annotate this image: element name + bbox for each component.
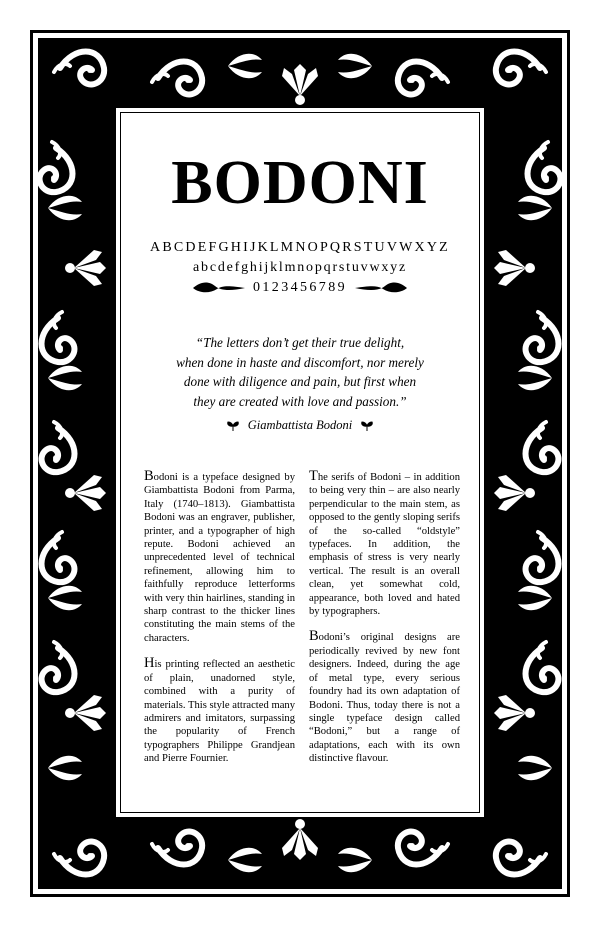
paragraph: His printing reflected an aesthetic of plain, unadorned style, combined with a purity of materials. This style attracted many admirers and imitators, surpassing the popularity of French typographers Philippe Grandjean and Pierre Fournier.: [144, 655, 295, 765]
digits-row: [116, 280, 484, 296]
quote-line: “The letters don’t get their true delight,: [195, 335, 405, 350]
paragraph: Bodoni is a typeface designed by Giambattista Bodoni from Parma, Italy (1740–1813). Giambattista Bodoni was an engraver, publisher, printer, and a typographer of high repute. Bodoni achieved an unprecedented level of technical refinement, allowing him to faithfully reproduce letterforms with very thin hairlines, standing in sharp contrast to the thicker lines constituting the main stems of the characters.: [144, 468, 295, 644]
fleuron-icon: [227, 421, 239, 431]
paragraph: Bodoni’s original designs are periodically revived by new font designers. Indeed, during the age of metal type, every serious foundry had its own adaptation of Bodoni. Thus, today there is not a single typeface design called “Bodoni,” but a range of adaptations, each with its own distinctive flavour.: [309, 628, 460, 765]
fleuron-icon: [361, 421, 373, 431]
right-flourish-icon: [353, 281, 409, 295]
uppercase-alphabet: ABCDEFGHIJKLMNOPQRSTUVWXYZ: [150, 240, 450, 255]
quote-line: they are created with love and passion.”: [193, 393, 407, 409]
bottom-ornaments: [54, 819, 546, 875]
right-ornaments: [494, 142, 560, 780]
content-panel: [114, 106, 486, 819]
quote-attribution: [116, 418, 484, 433]
quote-line: when done in haste and discomfort, nor merely: [176, 354, 424, 370]
page-title: BODONI: [171, 149, 429, 217]
digits: 0123456789: [253, 280, 347, 295]
right-column: [309, 470, 460, 778]
left-ornaments: [40, 142, 106, 780]
left-column: [144, 470, 295, 778]
quote: [144, 333, 456, 411]
quote-line: done with diligence and pain, but first when: [183, 374, 417, 389]
quote-author: Giambattista Bodoni: [247, 418, 353, 432]
left-flourish-icon: [191, 281, 247, 295]
paragraph: The serifs of Bodoni – in addition to being very thin – are also nearly perpendicular to the main stem, as opposed to the gently sloping serifs of the so-called “oldstyle” typefaces. In addition, the emphasis of stress is very nearly vertical. The result is an overall clean, yet somewhat cold, appearance, both loved and hated by typographers.: [309, 468, 460, 618]
lowercase-alphabet: abcdefghijklmnopqrstuvwxyz: [193, 260, 407, 275]
top-ornaments: [54, 52, 546, 106]
